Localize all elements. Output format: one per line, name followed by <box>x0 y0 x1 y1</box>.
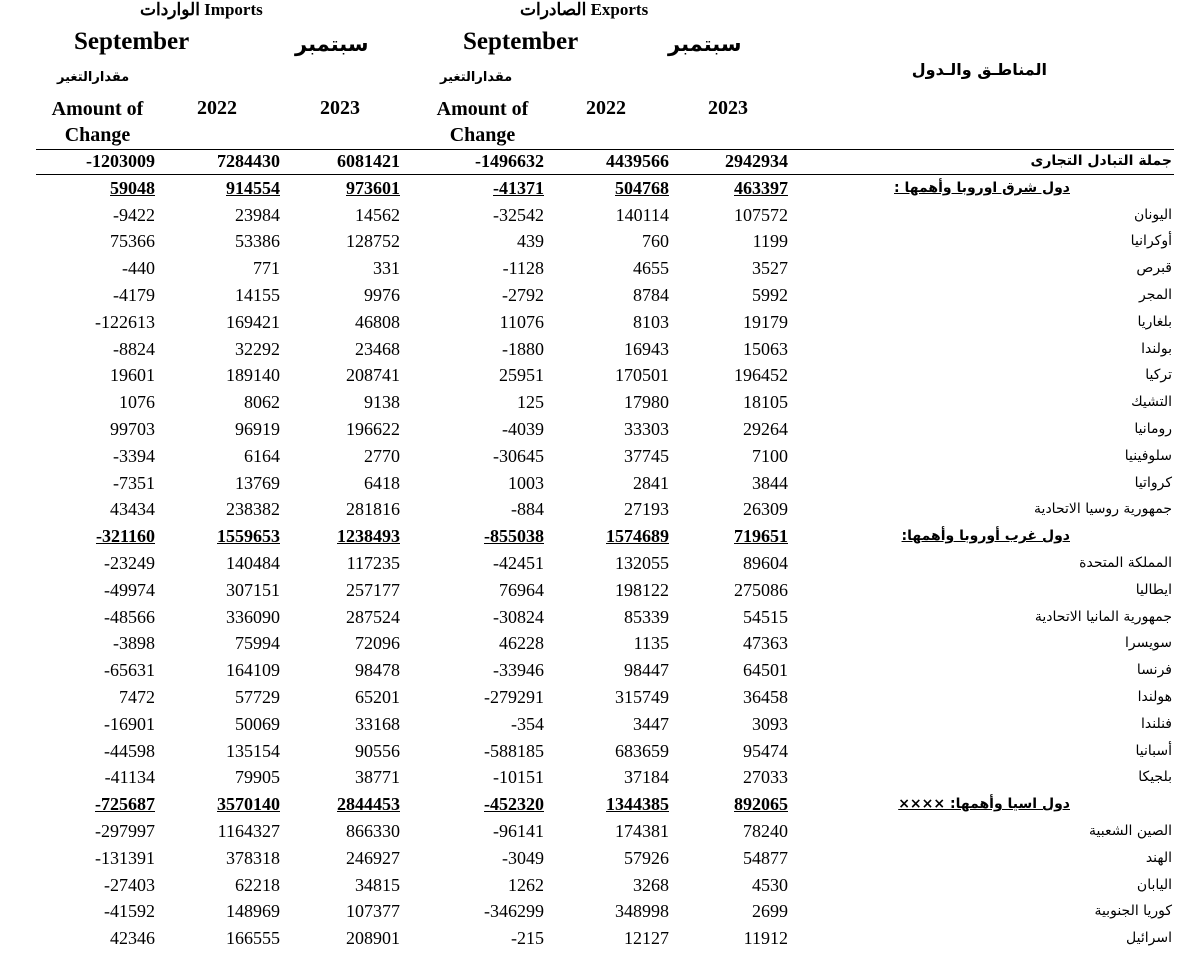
country-name: أوكرانيا <box>1130 233 1172 250</box>
exports-2023-cell: 18105 <box>743 392 788 413</box>
exports-2023-cell: 47363 <box>743 633 788 654</box>
exports-2022-cell: 17980 <box>624 392 669 413</box>
imports-2023-cell: 23468 <box>355 338 400 359</box>
imports-change-cell: -131391 <box>95 847 155 868</box>
imports-2023-cell: 72096 <box>355 633 400 654</box>
exports-change-cell: -33946 <box>493 660 544 681</box>
exports-year-previous: 2022 <box>586 97 626 119</box>
imports-2022-cell: 79905 <box>235 767 280 788</box>
table-row <box>0 471 1200 497</box>
imports-2022-cell: 62218 <box>235 874 280 895</box>
imports-2023-cell: 34815 <box>355 874 400 895</box>
imports-2023-cell: 65201 <box>355 687 400 707</box>
imports-2022-cell: 336090 <box>226 606 280 627</box>
exports-2022-cell: 315749 <box>615 687 669 707</box>
exports-2023-cell: 719651 <box>734 526 788 547</box>
exports-change-cell: -41371 <box>493 177 544 198</box>
country-name: المملكة المتحدة <box>1079 555 1172 571</box>
total-row <box>0 149 1200 175</box>
exports-2023-cell: 64501 <box>743 660 788 681</box>
exports-change-cell: -2792 <box>502 285 544 305</box>
table-row <box>0 578 1200 604</box>
imports-change-cell: -3898 <box>113 633 155 654</box>
imports-2023-cell: 6081421 <box>337 151 400 171</box>
table-row <box>0 363 1200 389</box>
exports-2023-cell: 7100 <box>752 445 788 466</box>
exports-2023-cell: 54515 <box>743 606 788 627</box>
imports-2022-cell: 75994 <box>235 633 280 654</box>
imports-change-cell: -725687 <box>95 794 155 815</box>
table-row <box>0 229 1200 255</box>
imports-2023-cell: 2844453 <box>337 794 400 815</box>
exports-change-cell: -1128 <box>502 258 544 279</box>
exports-2022-cell: 504768 <box>615 177 669 198</box>
exports-change-cell: -30824 <box>493 606 544 627</box>
imports-2023-cell: 208901 <box>346 928 400 949</box>
country-name: أسبانيا <box>1135 742 1172 759</box>
exports-change-cell: 439 <box>517 231 544 252</box>
imports-change-cell: -122613 <box>95 311 155 332</box>
exports-2023-cell: 107572 <box>734 204 788 225</box>
exports-change-cell: 1003 <box>508 472 544 493</box>
exports-2023-cell: 275086 <box>734 579 788 600</box>
table-row <box>0 712 1200 738</box>
country-name: اليونان <box>1133 206 1172 223</box>
imports-change-cell: -48566 <box>104 606 155 627</box>
imports-change-cell: 7472 <box>119 687 155 707</box>
exports-2023-cell: 19179 <box>743 311 788 332</box>
imports-2023-cell: 38771 <box>355 767 400 788</box>
imports-2023-cell: 33168 <box>355 713 400 734</box>
imports-year-current: 2023 <box>320 97 360 119</box>
imports-change-header-ar: مقدارالتغير <box>57 70 130 85</box>
country-name: هولندا <box>1137 689 1172 705</box>
table-row <box>0 765 1200 791</box>
imports-change-cell: -3394 <box>113 445 155 466</box>
exports-2022-cell: 1344385 <box>606 794 669 815</box>
imports-2022-cell: 23984 <box>235 204 280 225</box>
country-name: بلجيكا <box>1138 769 1172 786</box>
imports-change-cell: 1076 <box>119 392 155 413</box>
imports-change-cell: -4179 <box>113 285 155 305</box>
country-name: المجر <box>1138 287 1172 303</box>
exports-2022-cell: 140114 <box>615 204 669 225</box>
country-name: جملة التبادل التجارى <box>1030 153 1172 169</box>
exports-2022-cell: 8784 <box>633 285 669 305</box>
exports-2023-cell: 11912 <box>743 928 788 949</box>
exports-2023-cell: 1199 <box>752 231 788 252</box>
country-name: ايطاليا <box>1135 581 1172 598</box>
country-name: سويسرا <box>1125 635 1172 652</box>
exports-change-cell: 125 <box>517 392 544 413</box>
exports-2023-cell: 29264 <box>743 419 788 439</box>
imports-change-cell: -321160 <box>95 526 155 547</box>
table-row <box>0 926 1200 952</box>
table-row <box>0 631 1200 657</box>
imports-change-cell: -65631 <box>104 660 155 681</box>
imports-2023-cell: 973601 <box>346 177 400 198</box>
exports-2022-cell: 198122 <box>615 579 669 600</box>
imports-2022-cell: 50069 <box>235 713 280 734</box>
imports-2022-cell: 1164327 <box>217 821 280 841</box>
imports-month-en: September <box>74 28 190 55</box>
exports-2023-cell: 78240 <box>743 821 788 841</box>
exports-month-ar: سبتمبر <box>668 32 742 56</box>
country-name: دول شرق اوروبا وأهمها : <box>894 179 1070 196</box>
country-name: قبرص <box>1136 260 1172 277</box>
exports-2023-cell: 26309 <box>743 499 788 520</box>
exports-2023-cell: 4530 <box>752 874 788 895</box>
exports-2023-cell: 463397 <box>734 177 788 198</box>
imports-2022-cell: 53386 <box>235 231 280 252</box>
exports-change-cell: 11076 <box>499 311 544 332</box>
imports-2023-cell: 287524 <box>346 606 400 627</box>
imports-change-cell: -41134 <box>104 767 155 788</box>
country-name: الصين الشعبية <box>1089 823 1172 839</box>
table-row <box>0 658 1200 684</box>
imports-2022-cell: 169421 <box>226 311 280 332</box>
country-name: كرواتيا <box>1134 474 1172 491</box>
exports-change-cell: 46228 <box>499 633 544 654</box>
exports-2022-cell: 1135 <box>633 633 669 654</box>
imports-2022-cell: 57729 <box>235 687 280 707</box>
imports-header: الواردات Imports <box>140 0 263 19</box>
exports-2022-cell: 98447 <box>624 660 669 681</box>
exports-change-cell: -1880 <box>502 338 544 359</box>
imports-2022-cell: 8062 <box>244 392 280 413</box>
country-name: سلوفينيا <box>1124 447 1172 464</box>
country-name: كوريا الجنوبية <box>1094 903 1172 920</box>
group-row <box>0 792 1200 818</box>
exports-2022-cell: 170501 <box>615 365 669 386</box>
imports-2023-cell: 46808 <box>355 311 400 332</box>
imports-change-cell: -7351 <box>113 472 155 493</box>
exports-2023-cell: 3844 <box>752 472 788 493</box>
imports-2023-cell: 866330 <box>346 821 400 841</box>
exports-2022-cell: 16943 <box>624 338 669 359</box>
exports-2022-cell: 760 <box>642 231 669 252</box>
table-row <box>0 256 1200 282</box>
imports-2023-cell: 9138 <box>364 392 400 413</box>
exports-change-cell: -3049 <box>502 847 544 868</box>
imports-change-cell: -440 <box>122 258 155 279</box>
exports-change-cell: 25951 <box>499 365 544 386</box>
exports-change-cell: -884 <box>511 499 544 520</box>
table-row <box>0 846 1200 872</box>
exports-month-en: September <box>463 28 579 55</box>
imports-2023-cell: 117235 <box>346 553 400 573</box>
table-row <box>0 551 1200 577</box>
exports-2023-cell: 5992 <box>752 285 788 305</box>
imports-2023-cell: 14562 <box>355 204 400 225</box>
exports-2022-cell: 4439566 <box>606 151 669 171</box>
imports-2023-cell: 98478 <box>355 660 400 681</box>
table-row <box>0 819 1200 845</box>
exports-2023-cell: 2942934 <box>725 151 788 171</box>
exports-2023-cell: 27033 <box>743 767 788 788</box>
group-row <box>0 524 1200 550</box>
imports-change-cell: 75366 <box>110 231 155 252</box>
imports-2023-cell: 331 <box>373 258 400 279</box>
imports-2022-cell: 378318 <box>226 847 280 868</box>
imports-change-cell: -9422 <box>113 204 155 225</box>
regions-countries-header: المناطـق والـدول <box>911 60 1047 79</box>
imports-2022-cell: 164109 <box>226 660 280 681</box>
exports-change-header-ar: مقدارالتغير <box>440 70 513 85</box>
exports-2022-cell: 348998 <box>615 901 669 922</box>
exports-change-cell: -452320 <box>484 794 544 815</box>
imports-change-cell: 42346 <box>110 928 155 949</box>
exports-year-current: 2023 <box>708 97 748 119</box>
exports-2022-cell: 12127 <box>624 928 669 949</box>
exports-change-cell: 1262 <box>508 874 544 895</box>
table-row <box>0 685 1200 711</box>
exports-2023-cell: 3527 <box>752 258 788 279</box>
imports-2023-cell: 257177 <box>346 579 400 600</box>
exports-2023-cell: 15063 <box>743 338 788 359</box>
imports-change-cell: 99703 <box>110 419 155 439</box>
imports-2022-cell: 3570140 <box>217 794 280 815</box>
imports-2022-cell: 140484 <box>226 553 280 573</box>
exports-2022-cell: 27193 <box>624 499 669 520</box>
country-name: اليابان <box>1136 876 1172 893</box>
exports-change-cell: -4039 <box>502 419 544 439</box>
exports-change-cell: -10151 <box>493 767 544 788</box>
table-row <box>0 337 1200 363</box>
exports-change-cell: -279291 <box>484 687 544 707</box>
table-row <box>0 605 1200 631</box>
exports-change-cell: -32542 <box>493 204 544 225</box>
table-row <box>0 497 1200 523</box>
exports-2022-cell: 8103 <box>633 311 669 332</box>
table-row <box>0 390 1200 416</box>
imports-2022-cell: 914554 <box>226 177 280 198</box>
imports-change-cell: -41592 <box>104 901 155 922</box>
country-name: الهند <box>1145 849 1172 866</box>
exports-2022-cell: 33303 <box>624 419 669 439</box>
exports-change-cell: -215 <box>511 928 544 949</box>
table-row <box>0 739 1200 765</box>
table-row <box>0 310 1200 336</box>
exports-2022-cell: 4655 <box>633 258 669 279</box>
imports-2023-cell: 246927 <box>346 847 400 868</box>
table-row <box>0 899 1200 925</box>
exports-2023-cell: 95474 <box>743 740 788 761</box>
country-name: جمهورية روسيا الاتحادية <box>1034 501 1172 518</box>
country-name: دول اسيا وأهمها: ×××× <box>898 796 1070 813</box>
exports-change-cell: -96141 <box>493 821 544 841</box>
exports-change-cell: -354 <box>511 713 544 734</box>
country-name: جمهورية المانيا الاتحادية <box>1034 608 1172 625</box>
imports-2023-cell: 1238493 <box>337 526 400 547</box>
exports-2022-cell: 3268 <box>633 874 669 895</box>
exports-2022-cell: 132055 <box>615 553 669 573</box>
imports-2022-cell: 13769 <box>235 472 280 493</box>
imports-2022-cell: 148969 <box>226 901 280 922</box>
imports-2023-cell: 9976 <box>364 285 400 305</box>
imports-2023-cell: 208741 <box>346 365 400 386</box>
exports-2022-cell: 37745 <box>624 445 669 466</box>
imports-2023-cell: 90556 <box>355 740 400 761</box>
imports-change-cell: -27403 <box>104 874 155 895</box>
imports-month-ar: سبتمبر <box>295 32 369 56</box>
exports-2023-cell: 2699 <box>752 901 788 922</box>
imports-change-cell: -44598 <box>104 740 155 761</box>
group-row <box>0 176 1200 202</box>
imports-change-cell: -23249 <box>104 553 155 573</box>
country-name: فنلندا <box>1140 715 1172 732</box>
exports-2023-cell: 892065 <box>734 794 788 815</box>
imports-change-cell: -8824 <box>113 338 155 359</box>
imports-change-header: Amount of Change <box>51 98 144 146</box>
exports-2023-cell: 3093 <box>752 713 788 734</box>
imports-change-cell: -297997 <box>95 821 155 841</box>
imports-change-cell: -1203009 <box>86 151 155 171</box>
table-row <box>0 283 1200 309</box>
imports-year-previous: 2022 <box>197 97 237 119</box>
exports-2023-cell: 54877 <box>743 847 788 868</box>
exports-2022-cell: 57926 <box>624 847 669 868</box>
country-name: رومانيا <box>1134 421 1172 437</box>
imports-change-cell: -49974 <box>104 579 155 600</box>
exports-change-header: Amount of Change <box>436 98 529 146</box>
exports-change-cell: -42451 <box>493 553 544 573</box>
country-name: فرنسا <box>1136 662 1172 679</box>
imports-2022-cell: 14155 <box>235 285 280 305</box>
exports-change-cell: -30645 <box>493 445 544 466</box>
imports-2022-cell: 32292 <box>235 338 280 359</box>
exports-2022-cell: 1574689 <box>606 526 669 547</box>
exports-2022-cell: 174381 <box>615 821 669 841</box>
country-name: تركيا <box>1145 367 1172 384</box>
imports-change-cell: -16901 <box>104 713 155 734</box>
exports-2022-cell: 85339 <box>624 606 669 627</box>
country-name: بولندا <box>1141 340 1172 357</box>
exports-change-cell: -1496632 <box>475 151 544 171</box>
imports-2022-cell: 189140 <box>226 365 280 386</box>
imports-2022-cell: 238382 <box>226 499 280 520</box>
exports-change-cell: -855038 <box>484 526 544 547</box>
imports-2022-cell: 166555 <box>226 928 280 949</box>
imports-2022-cell: 7284430 <box>217 151 280 171</box>
imports-change-cell: 59048 <box>110 177 155 198</box>
exports-change-cell: 76964 <box>499 579 544 600</box>
imports-2022-cell: 771 <box>253 258 280 279</box>
country-name: دول غرب أوروبا وأهمها: <box>901 528 1070 545</box>
imports-2022-cell: 135154 <box>226 740 280 761</box>
imports-2023-cell: 107377 <box>346 901 400 922</box>
exports-change-cell: -588185 <box>484 740 544 761</box>
imports-2023-cell: 196622 <box>346 419 400 439</box>
exports-2023-cell: 89604 <box>743 553 788 573</box>
imports-2023-cell: 6418 <box>364 472 400 493</box>
exports-header: الصادرات Exports <box>520 0 649 19</box>
imports-2022-cell: 6164 <box>244 445 280 466</box>
imports-2023-cell: 128752 <box>346 231 400 252</box>
imports-2022-cell: 1559653 <box>217 526 280 547</box>
imports-change-cell: 19601 <box>110 365 155 386</box>
exports-change-cell: -346299 <box>484 901 544 922</box>
imports-2022-cell: 96919 <box>235 419 280 439</box>
exports-2023-cell: 36458 <box>743 687 788 707</box>
imports-2023-cell: 281816 <box>346 499 400 520</box>
country-name: التشيك <box>1131 394 1172 411</box>
table-row <box>0 444 1200 470</box>
country-name: بلغاريا <box>1137 313 1172 330</box>
exports-2023-cell: 196452 <box>734 365 788 386</box>
exports-2022-cell: 3447 <box>633 713 669 734</box>
imports-2022-cell: 307151 <box>226 579 280 600</box>
table-row <box>0 203 1200 229</box>
exports-2022-cell: 37184 <box>624 767 669 788</box>
imports-change-cell: 43434 <box>110 499 155 520</box>
table-row <box>0 873 1200 899</box>
exports-2022-cell: 683659 <box>615 740 669 761</box>
country-name: اسرائيل <box>1126 930 1172 947</box>
imports-2023-cell: 2770 <box>364 445 400 466</box>
exports-2022-cell: 2841 <box>633 472 669 493</box>
table-row <box>0 417 1200 443</box>
